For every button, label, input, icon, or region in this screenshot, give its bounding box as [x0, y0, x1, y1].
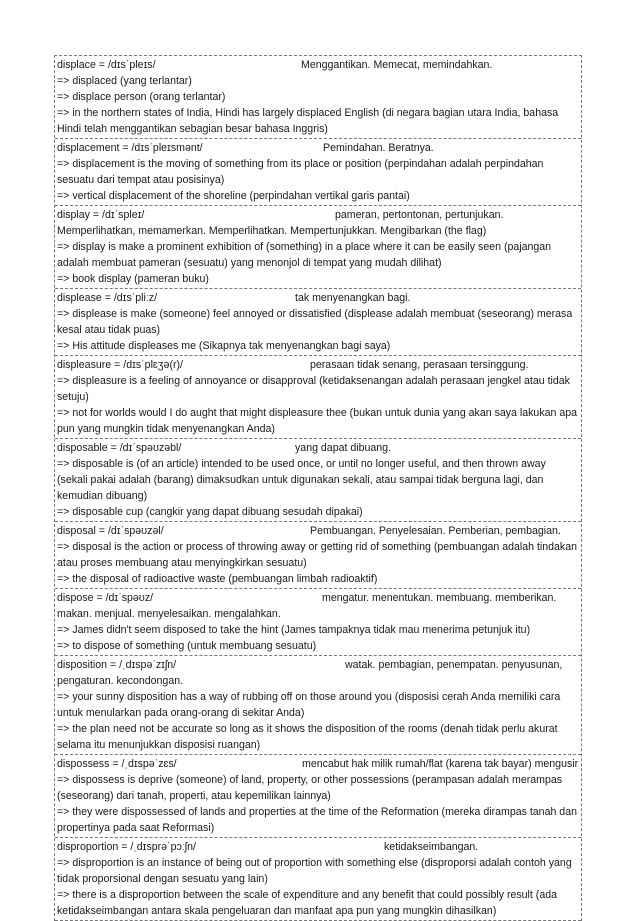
vocab-entry — [55, 589, 581, 656]
entry-headword-line — [57, 140, 579, 156]
entry-headword-line — [57, 657, 579, 689]
entry-example: => the plan need not be accurate so long as it shows the disposition of the rooms (denah tidak perlu akurat selama itu menunjukkan disposisi ruangan) — [57, 723, 558, 751]
entry-term: displeasure = /dɪsˈplɛʒə(r)/ — [57, 359, 183, 371]
entry-term: displease = /dɪsˈpliːz/ — [57, 292, 158, 304]
entry-headword-line — [57, 290, 579, 306]
entry-example: => in the northern states of India, Hindi has largely displaced English (di negara bagian utara India, bahasa Hindi telah menggantikan sebagian besar bahasa Inggris) — [57, 107, 559, 135]
entry-headword-line — [57, 207, 579, 239]
entry-example: => there is a disproportion between the scale of expenditure and any benefit that could possibly result (ada ketidakseimbangan antara skala pengeluaran dan manfaat apa pun yang mungkin dihasilkan) — [57, 889, 557, 917]
entry-meaning: yang dapat dibuang. — [295, 442, 392, 454]
entry-term: dispossess = /ˌdɪspəˈzɛs/ — [57, 758, 177, 770]
entry-example: => displease is make (someone) feel annoyed or dissatisfied (displease adalah membuat (seseorang) merasa kesal atau tidak puas) — [57, 308, 573, 336]
entry-example: => book display (pameran buku) — [57, 273, 209, 285]
entry-meaning: mengatur. menentukan. membuang. memberikan. makan. menjual. menyelesaikan. mengalahkan. — [57, 592, 557, 620]
entry-meaning: ketidakseimbangan. — [384, 841, 479, 853]
entry-headword-line — [57, 839, 579, 855]
entry-example: => not for worlds would I do aught that might displeasure thee (bukan untuk dunia yang akan saya lakukan apa pun yang mungkin tidak menyenangkan Anda) — [57, 407, 578, 435]
entry-term: disposal = /dɪˈspəʊzəl/ — [57, 525, 164, 537]
entry-example: => your sunny disposition has a way of rubbing off on those around you (disposisi cerah Anda memiliki cara untuk menularkan pada orang-orang di sekitar Anda) — [57, 691, 561, 719]
entry-headword-line — [57, 756, 579, 772]
entry-meaning: mencabut hak milik rumah/flat (karena tak bayar) mengusir — [302, 758, 579, 770]
entry-term: displacement = /dɪsˈpleɪsmənt/ — [57, 142, 203, 154]
entry-term: disposition = /ˌdɪspəˈzɪʃn/ — [57, 659, 177, 671]
entry-example: => displace person (orang terlantar) — [57, 91, 226, 103]
entry-term: dispose = /dɪˈspəʊz/ — [57, 592, 154, 604]
entry-headword-line — [57, 440, 579, 456]
entry-term: disposable = /dɪˈspəʊzəbl/ — [57, 442, 182, 454]
entry-term: display = /dɪˈspleɪ/ — [57, 209, 145, 221]
entry-example: => James didn't seem disposed to take the hint (James tampaknya tidak mau menerima petunjuk itu) — [57, 624, 531, 636]
vocabulary-list — [54, 55, 582, 921]
entry-meaning: perasaan tidak senang, perasaan tersinggung. — [310, 359, 529, 371]
vocab-entry — [55, 656, 581, 755]
entry-example: => they were dispossessed of lands and properties at the time of the Reformation (mereka dirampas tanah dan propertinya pada saat Reformasi) — [57, 806, 577, 834]
entry-meaning: Pemindahan. Beratnya. — [323, 142, 434, 154]
entry-meaning: Pembuangan. Penyelesaian. Pemberian, pembagian. — [310, 525, 561, 537]
entry-headword-line — [57, 523, 579, 539]
vocab-entry — [55, 56, 581, 139]
entry-meaning: Menggantikan. Memecat, memindahkan. — [301, 59, 493, 71]
entry-example: => vertical displacement of the shoreline (perpindahan vertikal garis pantai) — [57, 190, 410, 202]
entry-meaning: watak. pembagian, penempatan. penyusunan, pengaturan. kecondongan. — [57, 659, 563, 687]
vocab-entry — [55, 289, 581, 356]
entry-headword-line — [57, 590, 579, 622]
vocab-entry — [55, 755, 581, 838]
entry-example: => disposable is (of an article) intended to be used once, or until no longer useful, and then thrown away (sekali pakai adalah (barang) dimaksudkan untuk digunakan sekali, atau sampai tidak berguna lagi, dan kemudian dibuang) — [57, 458, 546, 502]
entry-meaning: pameran, pertontonan, pertunjukan. Memperlihatkan, memamerkan. Memperlihatkan. Mempertunjukkan. Mengibarkan (the flag) — [57, 209, 504, 237]
entry-example: => disproportion is an instance of being out of proportion with something else (disproporsi adalah contoh yang tidak proporsional dengan sesuatu yang lain) — [57, 857, 572, 885]
entry-example: => the disposal of radioactive waste (pembuangan limbah radioaktif) — [57, 573, 378, 585]
vocab-entry — [55, 439, 581, 522]
entry-example: => displacement is the moving of something from its place or position (perpindahan adalah perpindahan sesuatu dari tempat atau posisinya) — [57, 158, 544, 186]
entry-example: => His attitude displeases me (Sikapnya tak menyenangkan bagi saya) — [57, 340, 391, 352]
entry-example: => to dispose of something (untuk membuang sesuatu) — [57, 640, 317, 652]
vocab-entry — [55, 206, 581, 289]
entry-example: => displaced (yang terlantar) — [57, 75, 192, 87]
vocab-entry — [55, 139, 581, 206]
entry-headword-line — [57, 57, 579, 73]
vocab-entry — [55, 838, 581, 921]
entry-term: disproportion = /ˌdɪsprəˈpɔːʃn/ — [57, 841, 196, 853]
entry-term: displace = /dɪsˈpleɪs/ — [57, 59, 156, 71]
entry-headword-line — [57, 357, 579, 373]
vocab-entry — [55, 522, 581, 589]
entry-example: => displeasure is a feeling of annoyance or disapproval (ketidaksenangan adalah perasaan jengkel atau tidak setuju) — [57, 375, 570, 403]
vocab-entry — [55, 356, 581, 439]
entry-meaning: tak menyenangkan bagi. — [295, 292, 411, 304]
entry-example: => display is make a prominent exhibition of (something) in a place where it can be easily seen (pajangan adalah membuat pameran (sesuatu) yang menonjol di tempat yang mudah dilihat) — [57, 241, 552, 269]
entry-example: => disposal is the action or process of throwing away or getting rid of something (pembuangan adalah tindakan atau proses membuang atau menyingkirkan sesuatu) — [57, 541, 577, 569]
entry-example: => disposable cup (cangkir yang dapat dibuang sesudah dipakai) — [57, 506, 363, 518]
entry-example: => dispossess is deprive (someone) of land, property, or other possessions (perampasan adalah merampas (seseorang) dari tanah, properti, atau kepemilikan lainnya) — [57, 774, 563, 802]
